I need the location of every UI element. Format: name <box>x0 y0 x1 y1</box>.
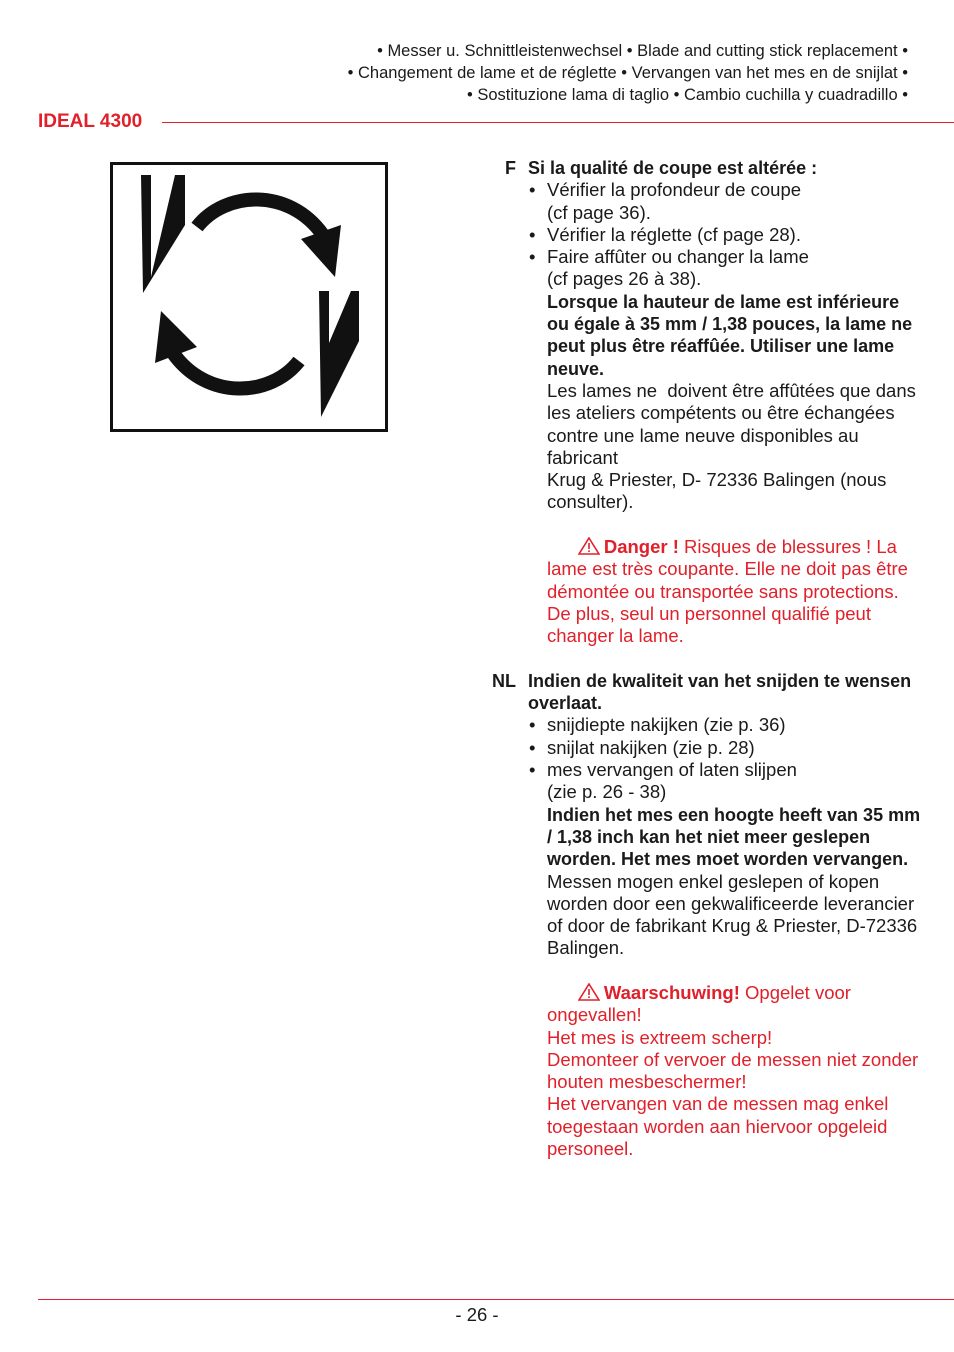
language-label: NL <box>492 670 516 691</box>
section-french <box>486 157 926 670</box>
blade-replacement-figure <box>110 162 388 432</box>
warning-heading: Waarschuwing! <box>603 981 740 1003</box>
bold-note: Indien het mes een hoogte heeft van 35 mm / 1,38 inch kan het niet meer geslepen worden. Het mes moet worden vervangen. <box>547 804 921 870</box>
warning-triangle-icon <box>578 983 600 1001</box>
list-item: • Vérifier la profondeur de coupe (cf page 36). <box>528 179 926 224</box>
list-item: • Faire affûter ou changer la lame (cf pages 26 à 38). <box>528 246 926 291</box>
info-note: Messen mogen enkel geslepen of kopen worden door een gekwalificeerde leverancier of door de fabrikant Krug & Priester, D-72336 Balingen. <box>547 870 923 959</box>
header-line-3: • Sostituzione lama di taglio • Cambio cuchilla y cuadradillo • <box>466 86 908 104</box>
bold-note: Lorsque la hauteur de lame est inférieure ou égale à 35 mm / 1,38 pouces, la lame ne peut plus être réaffûée. Utiliser une lame neuve. <box>547 291 913 379</box>
warning-triangle-icon <box>578 537 600 555</box>
header-line-2: • Changement de lame et de réglette • Vervangen van het mes en de snijlat • <box>347 64 908 82</box>
footer-divider <box>38 1299 954 1300</box>
model-title: IDEAL 4300 <box>38 111 143 132</box>
header-line-1: • Messer u. Schnittleistenwechsel • Blade and cutting stick replacement • <box>377 42 908 60</box>
section-title: Si la qualité de coupe est altérée : <box>528 158 818 178</box>
instructions-column <box>486 157 926 1183</box>
list-item: • snijlat nakijken (zie p. 28) <box>528 737 926 759</box>
check-list <box>528 179 926 290</box>
section-dutch <box>486 670 926 1183</box>
warning-block <box>547 960 926 1183</box>
list-item: • Vérifier la réglette (cf page 28). <box>528 224 926 246</box>
warning-text: Risques de blessures ! La lame est très coupante. Elle ne doit pas être démontée ou transportée sans protections. De plus, seul un personnel qualifié peut changer la lame. <box>547 536 914 647</box>
page-number: - 26 - <box>455 1304 499 1325</box>
header-divider <box>162 122 954 123</box>
warning-text: Opgelet voor ongevallen! Het mes is extreem scherp! Demonteer of vervoer de messen niet zonder houten mesbeschermer! Het vervangen van de messen mag enkel toegestaan worden aan hiervoor opgeleid personeel. <box>547 981 919 1160</box>
section-title: Indien de kwaliteit van het snijden te wensen overlaat. <box>528 670 912 714</box>
check-list <box>528 714 926 803</box>
list-item: • mes vervangen of laten slijpen (zie p. 26 - 38) <box>528 759 926 804</box>
page-header <box>28 40 908 106</box>
language-label: F <box>505 158 516 178</box>
warning-block <box>547 514 926 670</box>
info-note: Les lames ne doivent être affûtées que dans les ateliers compétents ou être échangées contre une lame neuve disponibles au fabricant Krug & Priester, D- 72336 Balingen (nous consulter). <box>547 379 916 513</box>
warning-heading: Danger ! <box>603 536 679 558</box>
list-item: • snijdiepte nakijken (zie p. 36) <box>528 714 926 736</box>
blade-replacement-cycle-icon <box>113 165 385 429</box>
